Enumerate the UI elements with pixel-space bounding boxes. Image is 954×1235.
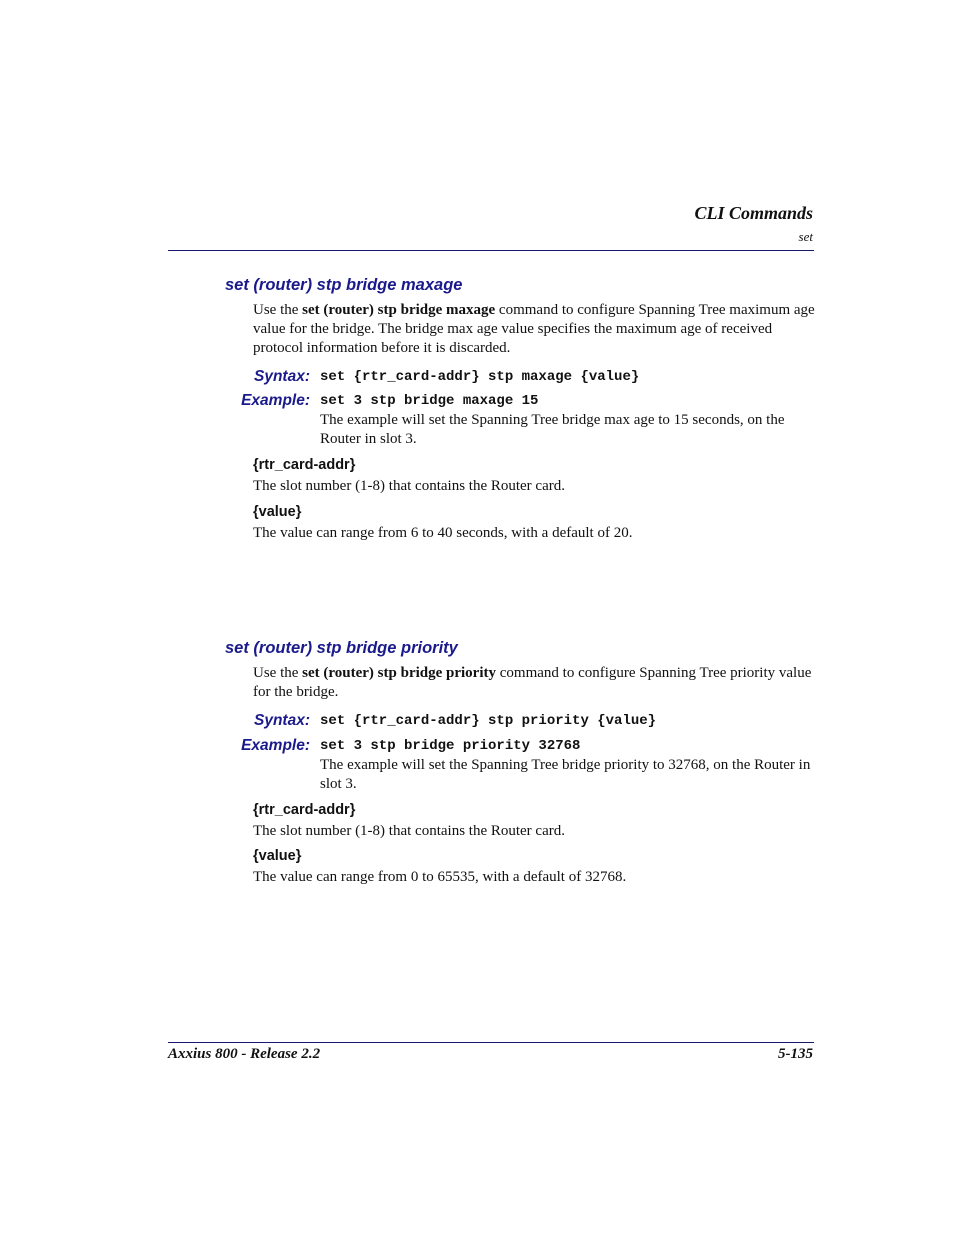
chapter-title: CLI Commands (694, 203, 813, 223)
section-intro-maxage: Use the set (router) stp bridge maxage command to configure Spanning Tree maximum age value for the bridge. The bridge max age value specifies the maximum age of received protocol information before it is discarded. (253, 302, 815, 356)
syntax-code: set {rtr_card-addr} stp maxage {value} (320, 369, 640, 385)
param-name: {rtr_card-addr} (253, 457, 356, 473)
param-description: The value can range from 6 to 40 seconds, with a default of 20. (253, 525, 633, 541)
syntax-label: Syntax: (254, 368, 310, 385)
header-rule (168, 250, 814, 251)
section-title-maxage: set (router) stp bridge maxage (225, 276, 463, 294)
example-description: The example will set the Spanning Tree bridge max age to 15 seconds, on the Router in slot 3. (320, 412, 785, 447)
example-description: The example will set the Spanning Tree bridge priority to 32768, on the Router in slot 3. (320, 757, 811, 792)
chapter-subtitle: set (798, 229, 813, 244)
footer-product: Axxius 800 - Release 2.2 (168, 1046, 321, 1062)
param-name: {value} (253, 504, 302, 520)
example-label: Example: (241, 737, 310, 754)
command-name: set (router) stp bridge priority (302, 665, 497, 681)
param-name: {rtr_card-addr} (253, 802, 356, 818)
example-label: Example: (241, 392, 310, 409)
param-description: The slot number (1-8) that contains the Router card. (253, 823, 565, 839)
page-number: 5-135 (778, 1046, 813, 1062)
section-intro-priority: Use the set (router) stp bridge priority command to configure Spanning Tree priority value for the bridge. (253, 665, 812, 700)
param-description: The value can range from 0 to 65535, with a default of 32768. (253, 869, 627, 885)
example-code: set 3 stp bridge maxage 15 (320, 393, 539, 409)
param-description: The slot number (1-8) that contains the Router card. (253, 478, 565, 494)
syntax-label: Syntax: (254, 712, 310, 729)
command-name: set (router) stp bridge maxage (302, 302, 496, 318)
section-title-priority: set (router) stp bridge priority (225, 639, 458, 657)
syntax-code: set {rtr_card-addr} stp priority {value} (320, 713, 657, 729)
example-code: set 3 stp bridge priority 32768 (320, 738, 581, 754)
param-name: {value} (253, 848, 302, 864)
footer-rule (168, 1042, 814, 1043)
